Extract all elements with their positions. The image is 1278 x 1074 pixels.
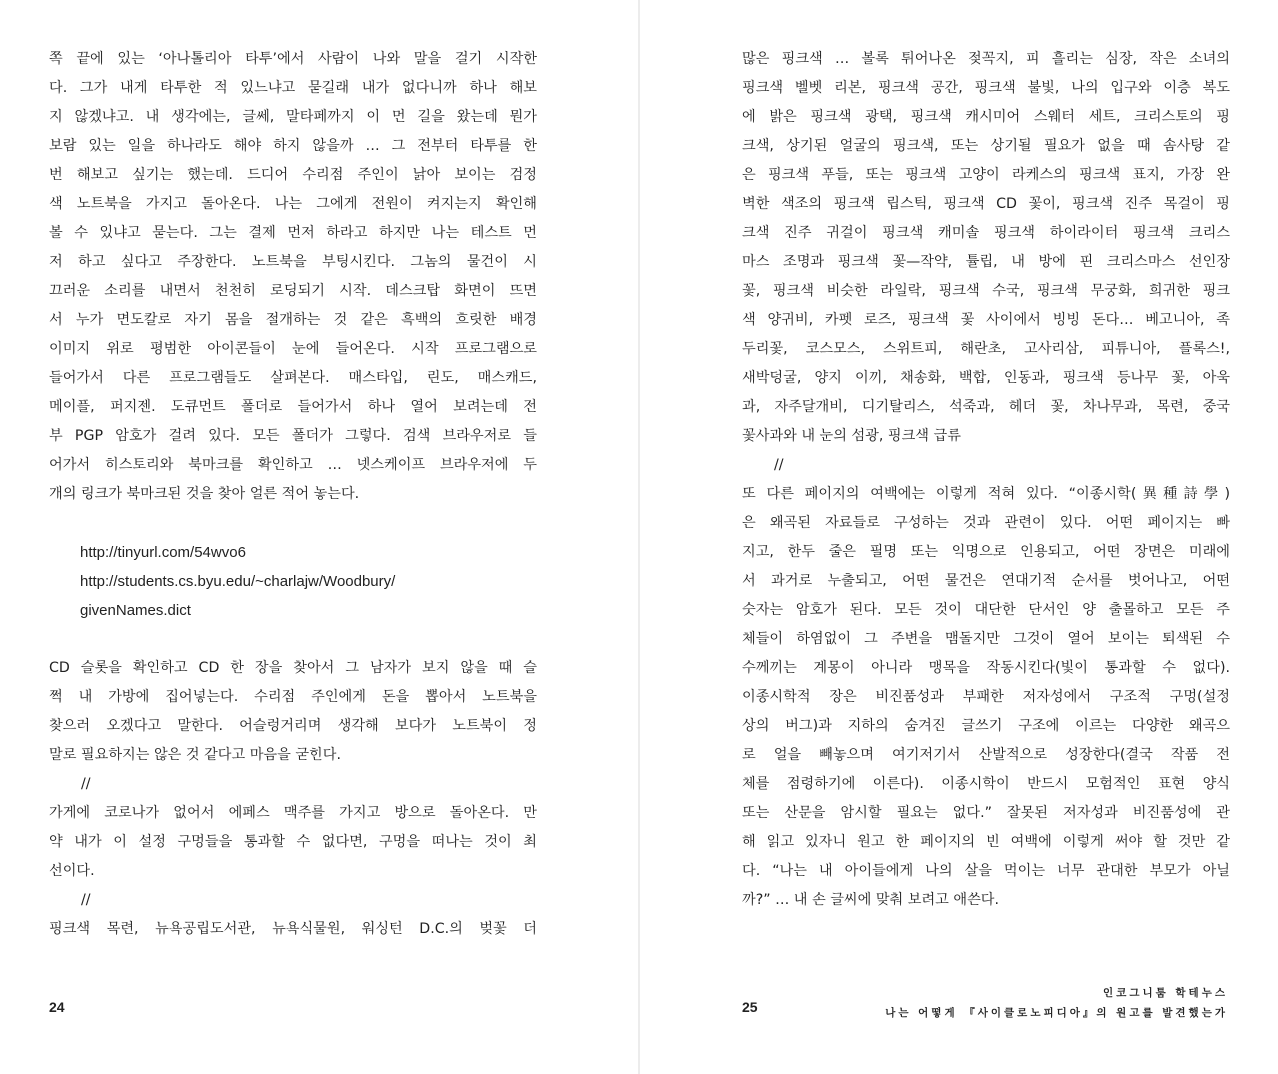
text-line: 상의 버그)과 지하의 숨겨진 글쓰기 구조에 이르는 다양한 왜곡으 (742, 718, 1230, 734)
text-line: 메이플, 퍼지젠. 도큐먼트 폴더로 들어가서 하나 열어 보려는데 전 (49, 399, 537, 415)
blank-line (49, 625, 537, 654)
text-line: 이종시학적 장은 비진품성과 부패한 저자성에서 구조적 구멍(설정 (742, 689, 1230, 705)
text-line: 과, 자주달개비, 디기탈리스, 석죽과, 헤더 꽃, 차나무과, 목련, 중국 (742, 399, 1230, 415)
section-separator: // (774, 457, 784, 473)
text-line: 크색, 상기된 얼굴의 핑크색, 또는 상기될 필요가 없을 때 솜사탕 같 (742, 138, 1230, 154)
text-line: 또 다른 페이지의 여백에는 이렇게 적혀 있다. “이종시학(異種詩學) (742, 486, 1230, 502)
text-line: 선이다. (49, 863, 95, 879)
url-block (49, 538, 537, 625)
text-line: 개의 링크가 북마크된 것을 찾아 얼른 적어 놓는다. (49, 486, 360, 502)
section-separator: // (81, 776, 91, 792)
text-line: 다. 그가 내게 타투한 적 있느냐고 묻길래 내가 없다니까 하나 해보 (49, 80, 537, 96)
text-line: 약 내가 이 설정 구멍들을 통과할 수 없다면, 구멍을 떠나는 것이 최 (49, 834, 537, 850)
url-line: http://tinyurl.com/54wvo6 (80, 544, 246, 561)
right-paragraph-2 (742, 480, 1230, 915)
text-line: 들어가서 다른 프로그램들도 살펴본다. 매스타입, 린도, 매스캐드, (49, 370, 537, 386)
text-line: 어가서 히스토리와 북마크를 확인하고 … 넷스케이프 브라우저에 두 (49, 457, 537, 473)
text-line: 체를 점령하기에 이른다). 이종시학이 반드시 모험적인 표현 양식 (742, 776, 1230, 792)
text-line: 찾으러 오겠다고 말한다. 어슬렁거리며 생각해 보다가 노트북이 정 (49, 718, 537, 734)
text-line: 쪽 끝에 있는 ‘아나톨리아 타투’에서 사람이 나와 말을 걸기 시작한 (49, 51, 537, 67)
text-line: 지고, 한두 줄은 필명 또는 익명으로 인용되고, 어떤 장면은 미래에 (742, 544, 1230, 560)
text-line: 부 PGP 암호가 걸려 있다. 모든 폴더가 그렇다. 검색 브라우저로 들 (49, 428, 537, 444)
page-number: 24 (49, 999, 65, 1015)
blank-line (49, 509, 537, 538)
left-page (0, 0, 638, 1074)
text-line: 서 과거로 누출되고, 어떤 물건은 연대기적 순서를 벗어나고, 어떤 (742, 573, 1230, 589)
left-paragraph-1 (49, 45, 537, 509)
text-line: 은 왜곡된 자료들로 구성하는 것과 관련이 있다. 어떤 페이지는 빠 (742, 515, 1230, 531)
text-line: 크색 진주 귀걸이 핑크색 캐미솔 핑크색 하이라이터 핑크색 크리스 (742, 225, 1230, 241)
text-line: 꽃사과와 내 눈의 섬광, 핑크색 급류 (742, 428, 961, 444)
section-separator: // (81, 892, 91, 908)
text-line: 또는 산문을 암시할 필요는 없다.” 잘못된 저자성과 비진품성에 관 (742, 805, 1230, 821)
text-line: 두리꽃, 코스모스, 스위트피, 해란초, 고사리삼, 피튜니아, 플록스!, (742, 341, 1230, 357)
text-line: 해 읽고 있자니 원고 한 페이지의 빈 여백에 이렇게 써야 할 것만 같 (742, 834, 1230, 850)
running-head-author: 인코그니툼 학테누스 (1103, 987, 1228, 999)
url-line: http://students.cs.byu.edu/~charlajw/Woodbury/ (80, 573, 396, 590)
text-line: 말로 필요하지는 않은 것 같다고 마음을 굳힌다. (49, 747, 341, 763)
text-line: 체들이 하염없이 그 주변을 맴돌지만 그것이 열어 보이는 퇴색된 수 (742, 631, 1230, 647)
text-line: 다. “나는 내 아이들에게 나의 살을 먹이는 너무 관대한 부모가 아닐 (742, 863, 1230, 879)
running-head-title: 나는 어떻게 『사이클로노피디아』의 원고를 발견했는가 (885, 1007, 1228, 1019)
text-line: 핑크색 벨벳 리본, 핑크색 공간, 핑크색 불빛, 나의 입구와 이층 복도 (742, 80, 1230, 96)
text-line: 새박덩굴, 양지 이끼, 채송화, 백합, 인동과, 핑크색 등나무 꽃, 아욱 (742, 370, 1230, 386)
text-line: 보람 있는 일을 하나라도 해야 하지 않을까 … 그 전부터 타투를 한 (49, 138, 537, 154)
left-body-text (49, 45, 537, 944)
text-line: 벽한 색조의 핑크색 립스틱, 핑크색 CD 꽃이, 핑크색 진주 목걸이 핑 (742, 196, 1230, 212)
right-paragraph-1 (742, 45, 1230, 451)
text-line: 마스 조명과 핑크색 꽃—작약, 튤립, 내 방에 핀 크리스마스 선인장 (742, 254, 1230, 270)
text-line: 꽃, 핑크색 비슷한 라일락, 핑크색 수국, 핑크색 무궁화, 희귀한 핑크 (742, 283, 1230, 299)
left-paragraph-2 (49, 654, 537, 770)
text-line: 숫자는 암호가 된다. 모든 것이 대단한 단서인 양 출몰하고 모든 주 (742, 602, 1230, 618)
page-number: 25 (742, 999, 758, 1015)
text-line: 볼 수 있냐고 묻는다. 그는 결제 먼저 하라고 하지만 나는 테스트 먼 (49, 225, 537, 241)
text-line: 핑크색 목련, 뉴욕공립도서관, 뉴욕식물원, 워싱턴 D.C.의 벚꽃 더 (49, 921, 537, 937)
text-line: 까?” … 내 손 글씨에 맞춰 보려고 애쓴다. (742, 892, 1000, 908)
text-line: 저 하고 싶다고 주장한다. 노트북을 부팅시킨다. 그놈의 물건이 시 (49, 254, 537, 270)
text-line: 수께끼는 계몽이 아니라 맹목을 작동시킨다(빛이 통과할 수 없다). (742, 660, 1230, 676)
text-line: 많은 핑크색 … 볼록 튀어나온 젖꼭지, 피 흘리는 심장, 작은 소녀의 (742, 51, 1230, 67)
text-line: 은 핑크색 푸들, 또는 핑크색 고양이 라케스의 핑크색 표지, 가장 완 (742, 167, 1230, 183)
right-page (640, 0, 1278, 1074)
right-body-text (742, 45, 1230, 915)
text-line: 쩍 내 가방에 집어넣는다. 수리점 주인에게 돈을 뽑아서 노트북을 (49, 689, 537, 705)
left-paragraph-3 (49, 799, 537, 886)
text-line: 가게에 코로나가 없어서 에페스 맥주를 가지고 방으로 돌아온다. 만 (49, 805, 537, 821)
text-line: 색 양귀비, 카펫 로즈, 핑크색 꽃 사이에서 빙빙 돈다… 베고니아, 족 (742, 312, 1230, 328)
running-head (885, 983, 1228, 1023)
text-line: CD 슬롯을 확인하고 CD 한 장을 찾아서 그 남자가 보지 않을 때 슬 (49, 660, 537, 676)
text-line: 색 노트북을 가지고 돌아온다. 나는 그에게 전원이 켜지는지 확인해 (49, 196, 537, 212)
text-line: 번 해보고 싶기는 했는데. 드디어 수리점 주인이 낡아 보이는 검정 (49, 167, 537, 183)
text-line: 에 밝은 핑크색 광택, 핑크색 캐시미어 스웨터 세트, 크리스토의 핑 (742, 109, 1230, 125)
text-line: 이미지 위로 평범한 아이콘들이 눈에 들어온다. 시작 프로그램으로 (49, 341, 537, 357)
text-line: 끄러운 소리를 내면서 천천히 로딩되기 시작. 데스크탑 화면이 뜨면 (49, 283, 537, 299)
url-line: givenNames.dict (80, 602, 191, 619)
text-line: 로 얼을 빼놓으며 여기저기서 산발적으로 성장한다(결국 작품 전 (742, 747, 1230, 763)
text-line: 서 누가 면도칼로 자기 몸을 절개하는 것 같은 흑백의 흐릿한 배경 (49, 312, 537, 328)
text-line: 지 않겠냐고. 내 생각에는, 글쎄, 말타페까지 이 먼 길을 왔는데 뭔가 (49, 109, 537, 125)
left-paragraph-4 (49, 915, 537, 944)
